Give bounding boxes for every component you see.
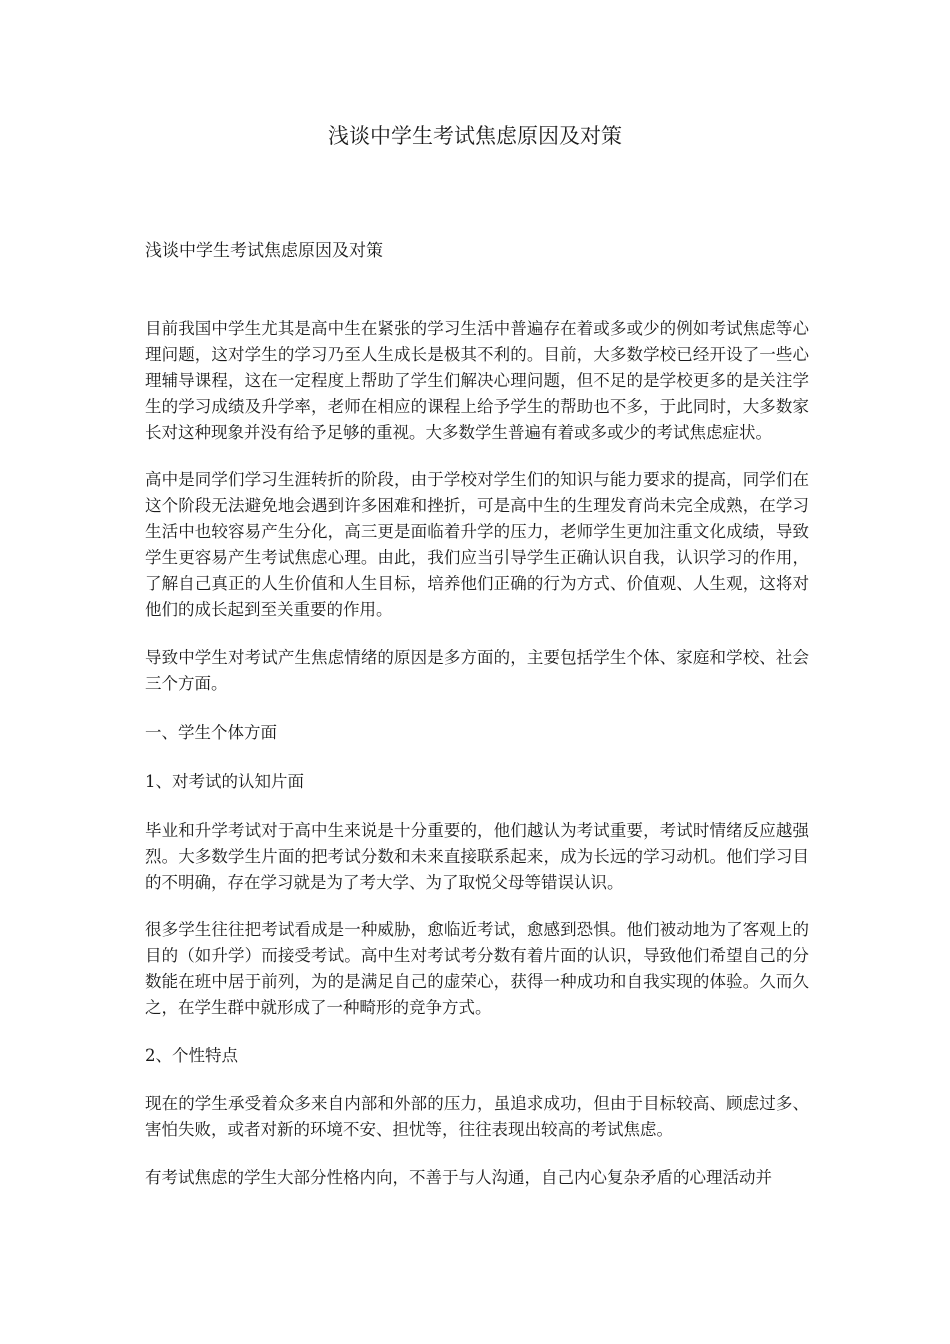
paragraph-pressure: 现在的学生承受着众多来自内部和外部的压力，虽追求成功，但由于目标较高、顾虑过多、害怕失败，或者对新的环境不安、担忧等，往往表现出较高的考试焦虑。	[145, 1094, 809, 1139]
document-subtitle: 浅谈中学生考试焦虑原因及对策	[145, 241, 383, 261]
paragraph-intro: 目前我国中学生尤其是高中生在紧张的学习生活中普遍存在着或多或少的例如考试焦虑等心理问题，这对学生的学习乃至人生成长是极其不利的。目前，大多数学校已经开设了一些心理辅导课程，这在一定程度上帮助了学生们解决心理问题，但不足的是学校更多的是关注学生的学习成绩及升学率，老师在相应的课程上给予学生的帮助也不多，于此同时，大多数家长对这种现象并没有给予足够的重视。大多数学生普遍有着或多或少的考试焦虑症状。	[145, 319, 809, 442]
paragraph-causes: 导致中学生对考试产生焦虑情绪的原因是多方面的，主要包括学生个体、家庭和学校、社会三个方面。	[145, 648, 809, 693]
section-heading-individual: 一、学生个体方面	[145, 723, 277, 742]
paragraph-exam-importance: 毕业和升学考试对于高中生来说是十分重要的，他们越认为考试重要，考试时情绪反应越强烈。大多数学生片面的把考试分数和未来直接联系起来，成为长远的学习动机。他们学习目的不明确，存在学习就是为了考大学、为了取悦父母等错误认识。	[145, 821, 809, 892]
paragraph-exam-threat: 很多学生往往把考试看成是一种威胁，愈临近考试，愈感到恐惧。他们被动地为了客观上的目的（如升学）而接受考试。高中生对考试考分数有着片面的认识，导致他们希望自己的分数能在班中居于前列，为的是满足自己的虚荣心，获得一种成功和自我实现的体验。久而久之，在学生群中就形成了一种畸形的竞争方式。	[145, 920, 809, 1017]
subsection-heading-cognition: 1、对考试的认知片面	[145, 772, 304, 791]
document-body	[145, 238, 809, 1191]
document-title: 浅谈中学生考试焦虑原因及对策	[328, 124, 622, 148]
paragraph-introvert: 有考试焦虑的学生大部分性格内向，不善于与人沟通，自己内心复杂矛盾的心理活动并	[145, 1168, 772, 1187]
paragraph-high-school: 高中是同学们学习生涯转折的阶段，由于学校对学生们的知识与能力要求的提高，同学们在这个阶段无法避免地会遇到许多困难和挫折，可是高中生的生理发育尚未完全成熟，在学习生活中也较容易产生分化，高三更是面临着升学的压力，老师学生更加注重文化成绩，导致学生更容易产生考试焦虑心理。由此，我们应当引导学生正确认识自我，认识学习的作用，了解自己真正的人生价值和人生目标，培养他们正确的行为方式、价值观、人生观，这将对他们的成长起到至关重要的作用。	[145, 470, 809, 619]
subsection-heading-personality: 2、个性特点	[145, 1046, 238, 1065]
